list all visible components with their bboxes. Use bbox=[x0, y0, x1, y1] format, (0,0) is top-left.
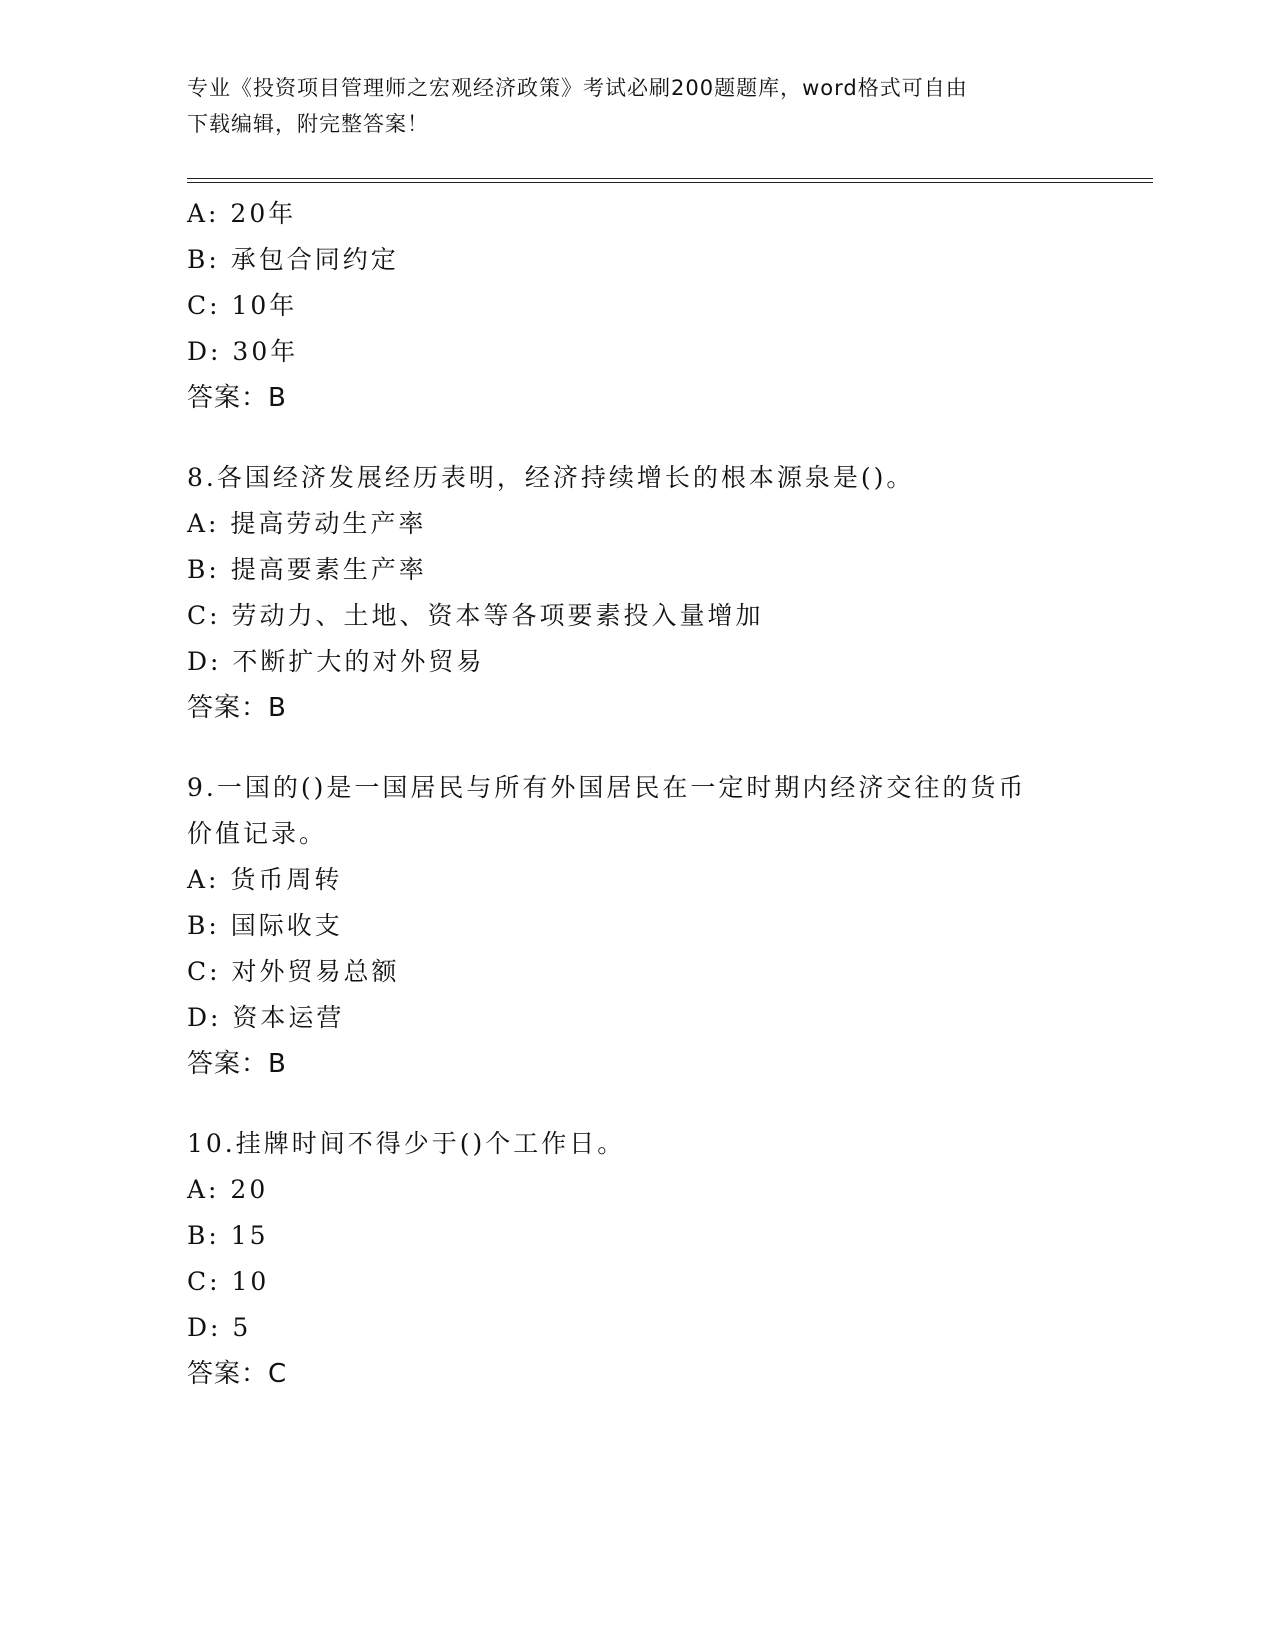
question-stem: 8.各国经济发展经历表明，经济持续增长的根本源泉是()。 bbox=[187, 463, 915, 492]
header-line-1: 专业《投资项目管理师之宏观经济政策》考试必刷200题题库，word格式可自由 bbox=[187, 76, 968, 100]
option-b: B: 承包合同约定 bbox=[187, 245, 399, 274]
answer: 答案：B bbox=[187, 693, 287, 723]
answer: 答案：C bbox=[187, 1359, 288, 1389]
option-b: B: 15 bbox=[187, 1221, 269, 1250]
answer: 答案：B bbox=[187, 1049, 287, 1079]
document-header bbox=[187, 70, 1067, 142]
option-a: A: 20年 bbox=[187, 199, 297, 228]
question-list bbox=[187, 191, 1087, 1397]
spacer bbox=[187, 1087, 1087, 1121]
option-c: C: 10 bbox=[187, 1267, 270, 1296]
question-9 bbox=[187, 765, 1087, 1087]
option-b: B: 国际收支 bbox=[187, 911, 343, 940]
option-d: D: 5 bbox=[187, 1313, 252, 1342]
answer: 答案：B bbox=[187, 383, 287, 413]
header-divider-top bbox=[187, 178, 1153, 179]
option-a: A: 提高劳动生产率 bbox=[187, 509, 427, 538]
question-10 bbox=[187, 1121, 1087, 1397]
option-d: D: 30年 bbox=[187, 337, 299, 366]
question-stem: 10.挂牌时间不得少于()个工作日。 bbox=[187, 1129, 626, 1158]
option-d: D: 资本运营 bbox=[187, 1003, 345, 1032]
option-a: A: 货币周转 bbox=[187, 865, 343, 894]
header-divider-bottom bbox=[187, 182, 1153, 183]
question-7 bbox=[187, 191, 1087, 421]
spacer bbox=[187, 421, 1087, 455]
option-a: A: 20 bbox=[187, 1175, 269, 1204]
option-c: C: 对外贸易总额 bbox=[187, 957, 400, 986]
question-stem-line-2: 价值记录。 bbox=[187, 819, 328, 848]
option-c: C: 劳动力、土地、资本等各项要素投入量增加 bbox=[187, 601, 764, 630]
option-d: D: 不断扩大的对外贸易 bbox=[187, 647, 485, 676]
question-8 bbox=[187, 455, 1087, 731]
spacer bbox=[187, 731, 1087, 765]
question-stem-line-1: 9.一国的()是一国居民与所有外国居民在一定时期内经济交往的货币 bbox=[187, 773, 1027, 802]
option-b: B: 提高要素生产率 bbox=[187, 555, 427, 584]
header-line-2: 下载编辑，附完整答案！ bbox=[187, 112, 429, 136]
option-c: C: 10年 bbox=[187, 291, 298, 320]
